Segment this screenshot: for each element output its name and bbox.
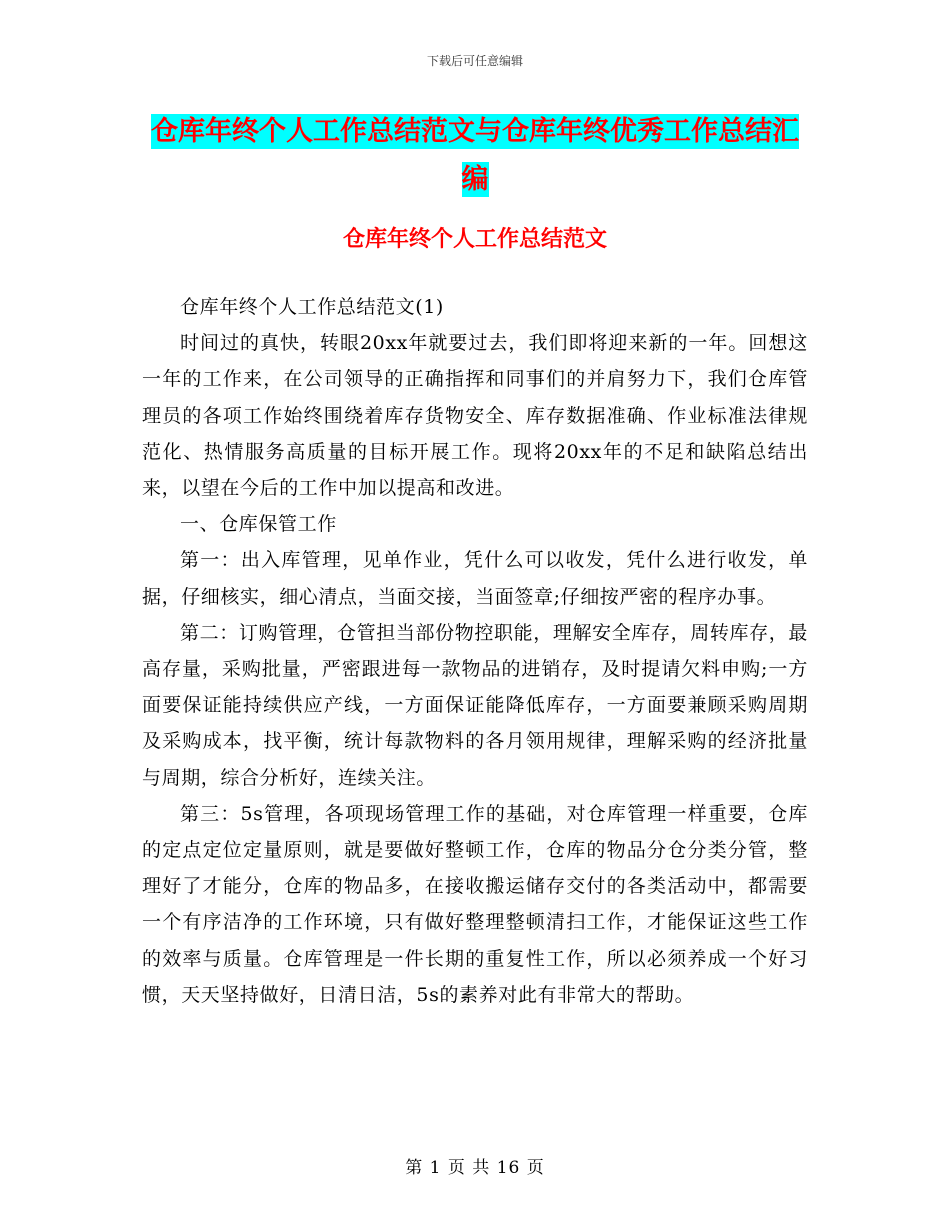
section-title: 仓库年终个人工作总结范文 (342, 227, 607, 252)
paragraph: 时间过的真快，转眼20xx年就要过去，我们即将迎来新的一年。回想这一年的工作来，在公司领导的正确指挥和同事们的并肩努力下，我们仓库管理员的各项工作始终围绕着库存货物安全、库存数据准确、作业标准法律规范化、热情服务高质量的目标开展工作。现将20xx年的不足和缺陷总结出来，以望在今后的工作中加以提高和改进。 (142, 332, 808, 500)
paragraph: 第二：订购管理，仓管担当部份物控职能，理解安全库存，周转库存，最高存量，采购批量，严密跟进每一款物品的进销存，及时提请欠料申购;一方面要保证能持续供应产线，一方面保证能降低库存，一方面要兼顾采购周期及采购成本，找平衡，统计每款物料的各月领用规律，理解采购的经济批量与周期，综合分析好，连续关注。 (142, 621, 808, 789)
document-title (140, 108, 810, 204)
header-note: 下载后可任意编辑 (426, 54, 523, 68)
document-body (142, 289, 808, 1013)
paragraph: 第三：5s管理，各项现场管理工作的基础，对仓库管理一样重要，仓库的定点定位定量原则，就是要做好整顿工作，仓库的物品分仓分类分管，整理好了才能分，仓库的物品多，在接收搬运储存交付的各类活动中，都需要一个有序洁净的工作环境，只有做好整理整顿清扫工作，才能保证这些工作的效率与质量。仓库管理是一件长期的重复性工作，所以必须养成一个好习惯，天天坚持做好，日清日洁，5s的素养对此有非常大的帮助。 (142, 802, 808, 1006)
paragraph: 仓库年终个人工作总结范文(1) (180, 296, 444, 318)
paragraph: 第一：出入库管理，见单作业，凭什么可以收发，凭什么进行收发，单据，仔细核实，细心清点，当面交接，当面签章;仔细按严密的程序办事。 (142, 549, 808, 608)
page-footer: 第 1 页 共 16 页 (405, 1158, 545, 1178)
document-title-text: 仓库年终个人工作总结范文与仓库年终优秀工作总结汇编 (151, 116, 799, 195)
paragraph: 一、仓库保管工作 (180, 513, 337, 536)
